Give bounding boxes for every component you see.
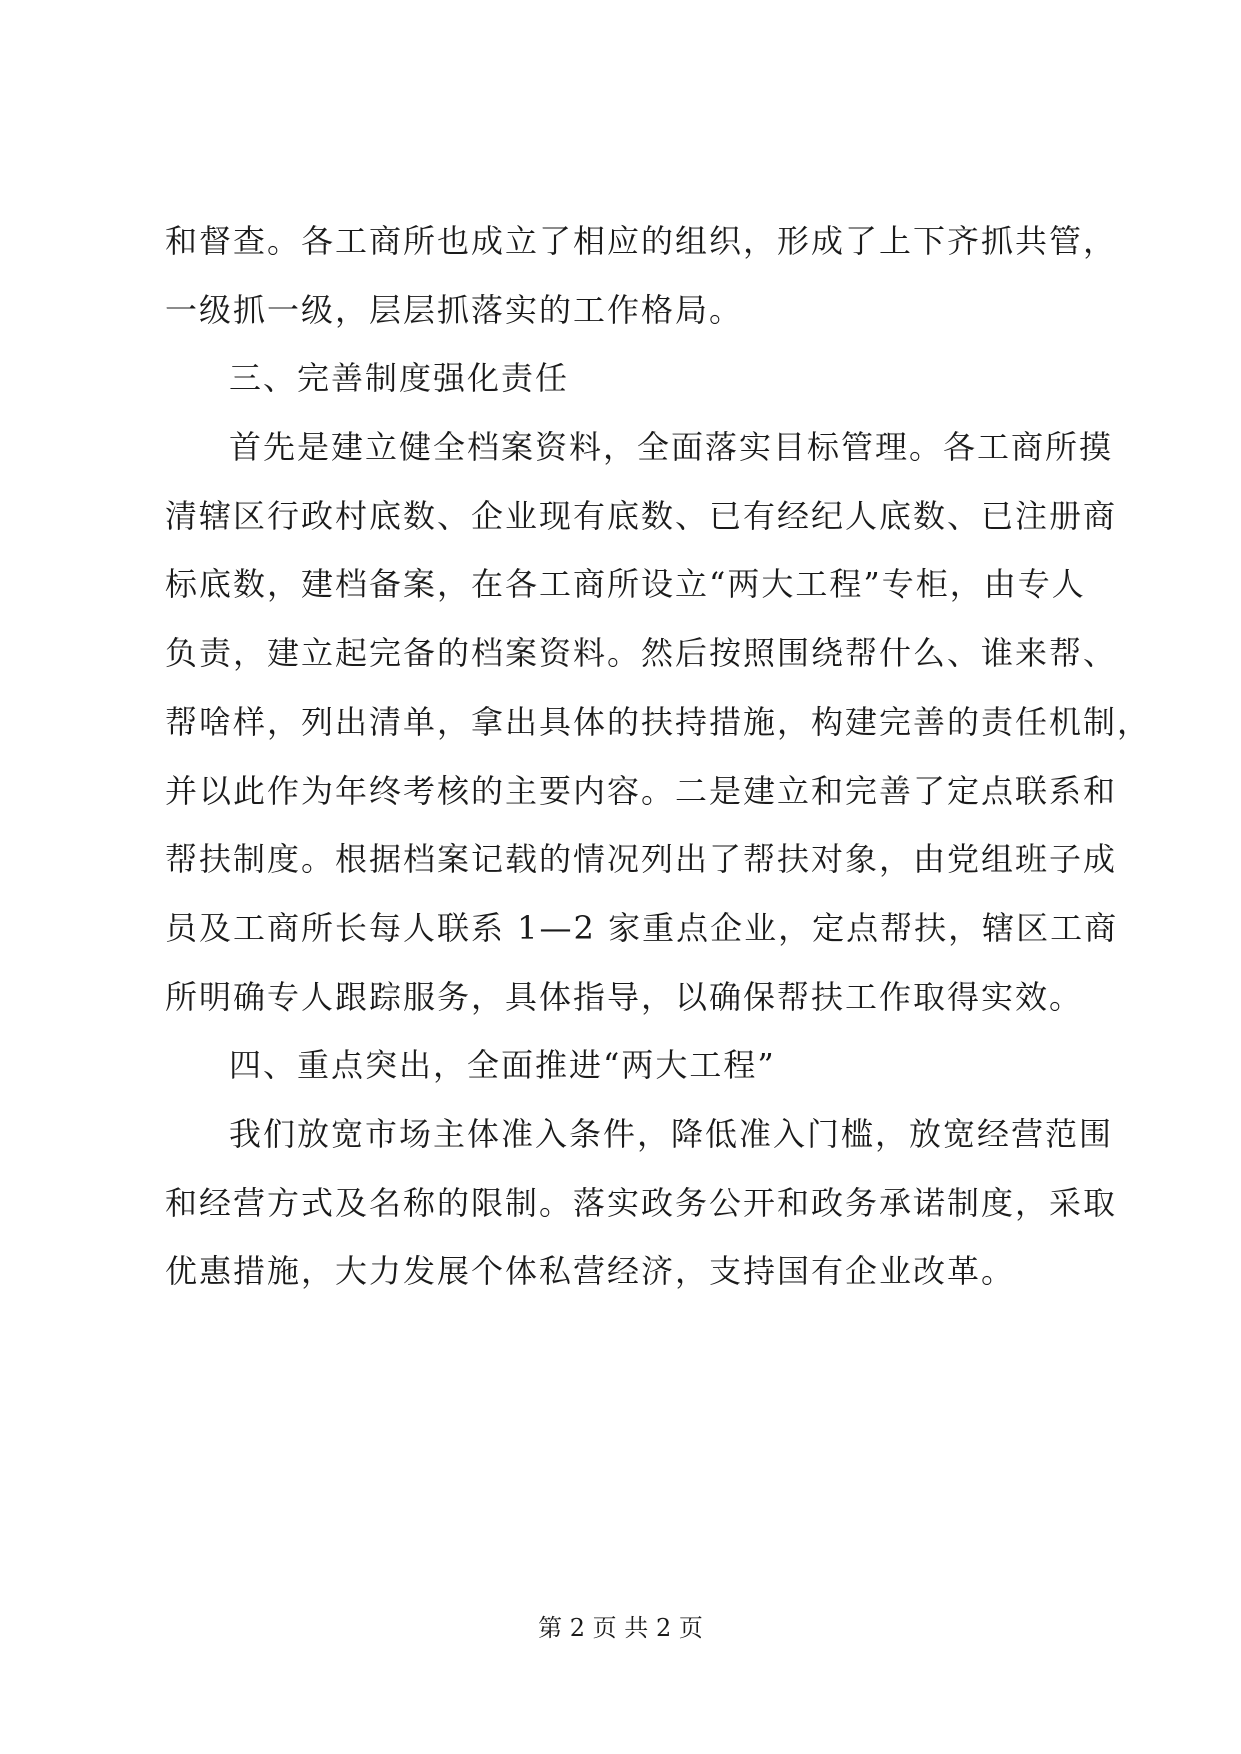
text-line: 我们放宽市场主体准入条件，降低准入门槛，放宽经营范围	[229, 1114, 1114, 1153]
text-line: 并以此作为年终考核的主要内容。二是建立和完善了定点联系和	[165, 771, 1118, 810]
text-line: 员及工商所长每人联系 1—2 家重点企业，定点帮扶，辖区工商	[165, 908, 1119, 947]
text-line: 帮扶制度。根据档案记载的情况列出了帮扶对象，由党组班子成	[165, 840, 1118, 879]
text-line: 负责，建立起完备的档案资料。然后按照围绕帮什么、谁来帮、	[165, 634, 1118, 673]
text-line: 所明确专人跟踪服务，具体指导，以确保帮扶工作取得实效。	[165, 977, 1084, 1016]
text-line: 和经营方式及名称的限制。落实政务公开和政务承诺制度，采取	[165, 1183, 1118, 1222]
text-line: 和督查。各工商所也成立了相应的组织，形成了上下齐抓共管，	[165, 222, 1118, 260]
section-heading: 三、完善制度强化责任	[229, 359, 570, 398]
page-number-footer: 第 2 页 共 2 页	[538, 1614, 703, 1642]
text-line: 一级抓一级，层层抓落实的工作格局。	[165, 290, 744, 329]
text-line: 标底数，建档备案，在各工商所设立“两大工程”专柜，由专人	[165, 565, 1086, 604]
text-line: 清辖区行政村底数、企业现有底数、已有经纪人底数、已注册商	[165, 496, 1118, 535]
text-line: 优惠措施，大力发展个体私营经济，支持国有企业改革。	[165, 1252, 1016, 1291]
section-heading: 四、重点突出，全面推进“两大工程”	[229, 1046, 776, 1085]
text-line: 帮啥样，列出清单，拿出具体的扶持措施，构建完善的责任机制，	[165, 702, 1152, 741]
body-text	[165, 207, 1152, 1306]
text-line: 首先是建立健全档案资料，全面落实目标管理。各工商所摸	[229, 428, 1114, 467]
